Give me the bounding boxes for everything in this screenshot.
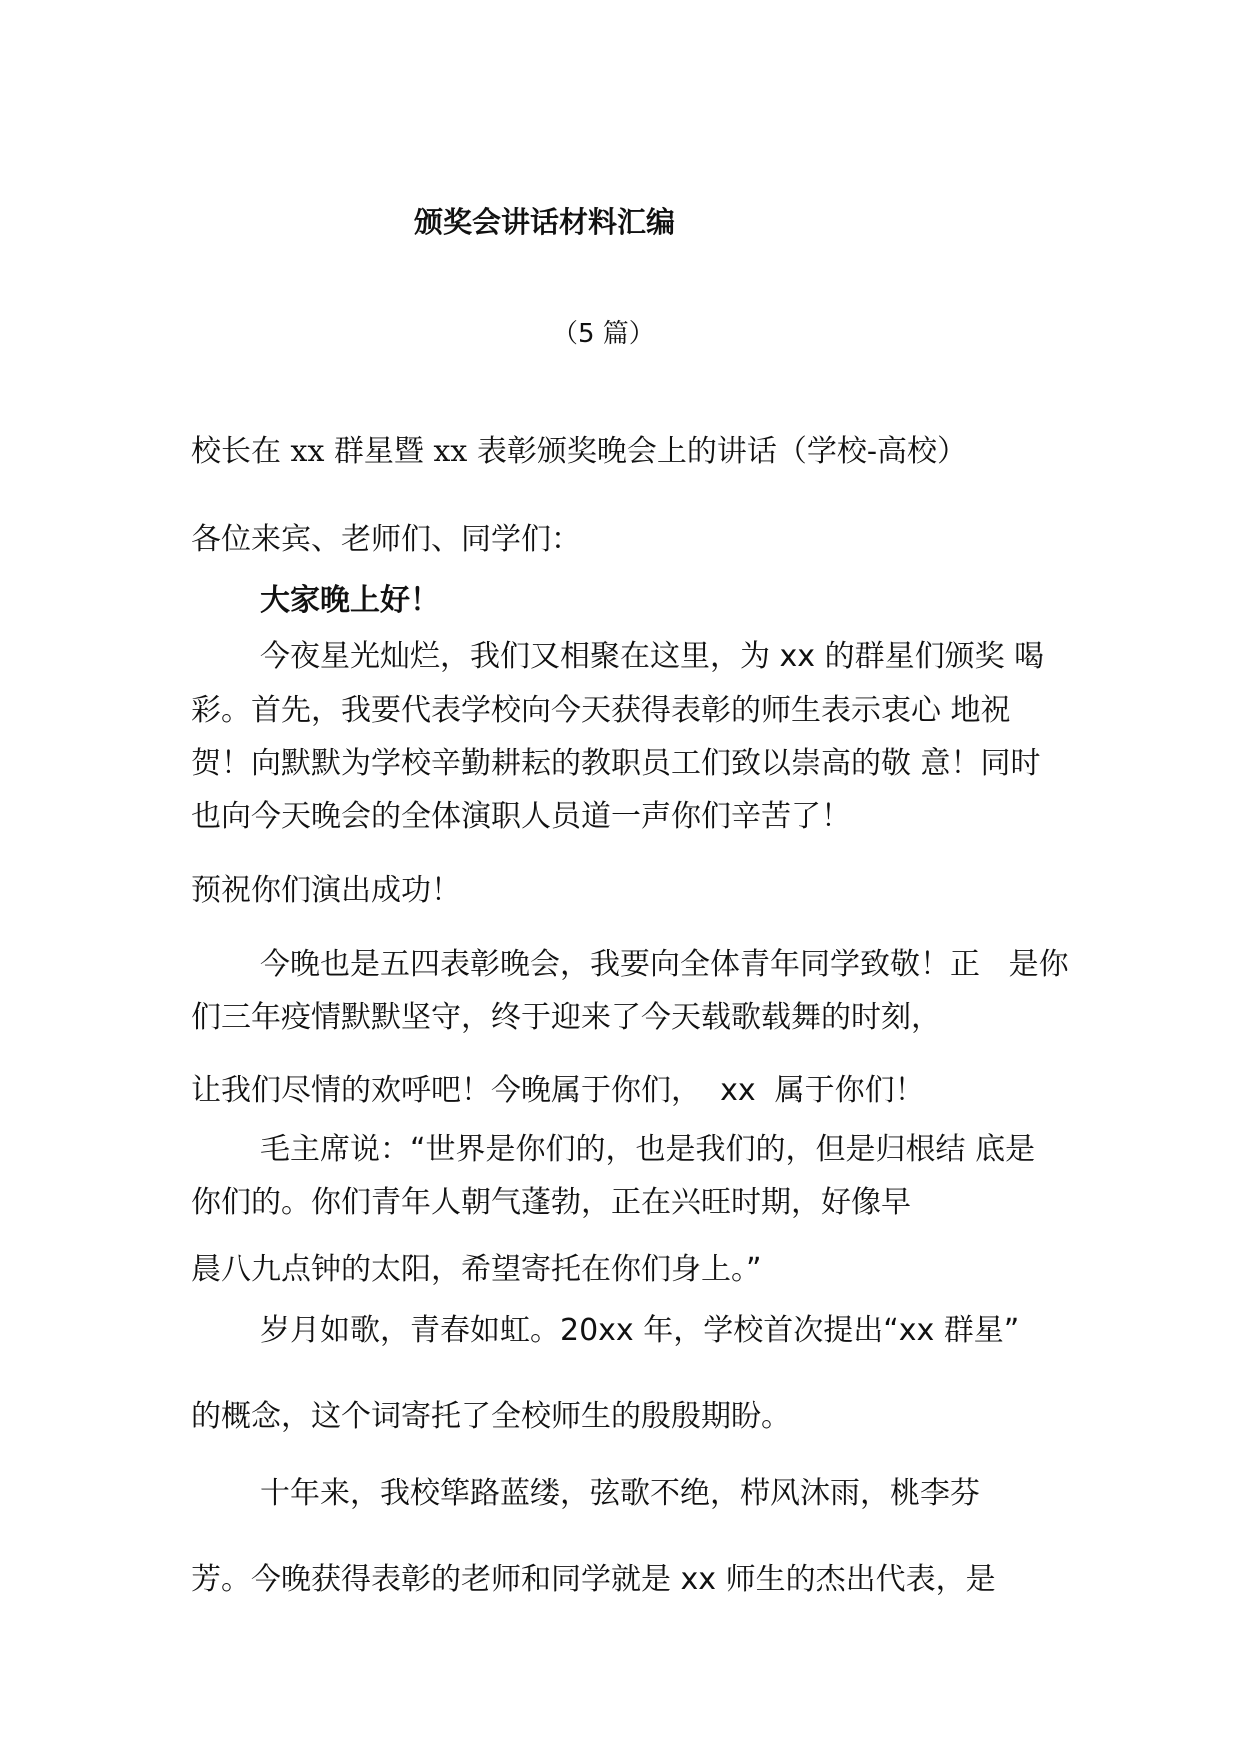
- salutation: 各位来宾、老师们、同学们：: [191, 522, 581, 557]
- paragraph-line: 晨八九点钟的太阳，希望寄托在你们身上。”: [191, 1252, 762, 1287]
- document-subtitle: （5 篇）: [552, 319, 655, 349]
- paragraph-line: 岁月如歌，青春如虹。20xx 年，学校首次提出“xx 群星”: [260, 1313, 1020, 1348]
- paragraph-line: 让我们尽情的欢呼吧！今晚属于你们， xx 属于你们！: [191, 1073, 925, 1108]
- greeting: 大家晚上好！: [260, 583, 440, 618]
- paragraph-line: 毛主席说：“世界是你们的，也是我们的，但是归根结 底是: [260, 1132, 1036, 1167]
- paragraph-line: 你们的。你们青年人朝气蓬勃，正在兴旺时期，好像早: [191, 1185, 911, 1220]
- paragraph-line: 今夜星光灿烂，我们又相聚在这里，为 xx 的群星们颁奖 喝: [260, 639, 1045, 674]
- paragraph-line: 彩。首先，我要代表学校向今天获得表彰的师生表示衷心 地祝: [191, 693, 1011, 728]
- paragraph-line: 也向今天晚会的全体演职人员道一声你们辛苦了！: [191, 799, 851, 834]
- paragraph-line: 预祝你们演出成功！: [191, 873, 461, 908]
- speech-heading: 校长在 xx 群星暨 xx 表彰颁奖晚会上的讲话（学校-高校）: [191, 434, 967, 469]
- paragraph-line: 今晚也是五四表彰晚会，我要向全体青年同学致敬！正 是你: [260, 947, 1069, 982]
- paragraph-line: 们三年疫情默默坚守，终于迎来了今天载歌载舞的时刻，: [191, 1000, 941, 1035]
- paragraph-line: 芳。今晚获得表彰的老师和同学就是 xx 师生的杰出代表，是: [191, 1562, 996, 1597]
- paragraph-line: 贺！向默默为学校辛勤耕耘的教职员工们致以崇高的敬 意！同时: [191, 746, 1041, 781]
- paragraph-line: 的概念，这个词寄托了全校师生的殷殷期盼。: [191, 1399, 791, 1434]
- document-title: 颁奖会讲话材料汇编: [414, 205, 676, 239]
- paragraph-line: 十年来，我校筚路蓝缕，弦歌不绝，栉风沐雨，桃李芬: [260, 1476, 980, 1511]
